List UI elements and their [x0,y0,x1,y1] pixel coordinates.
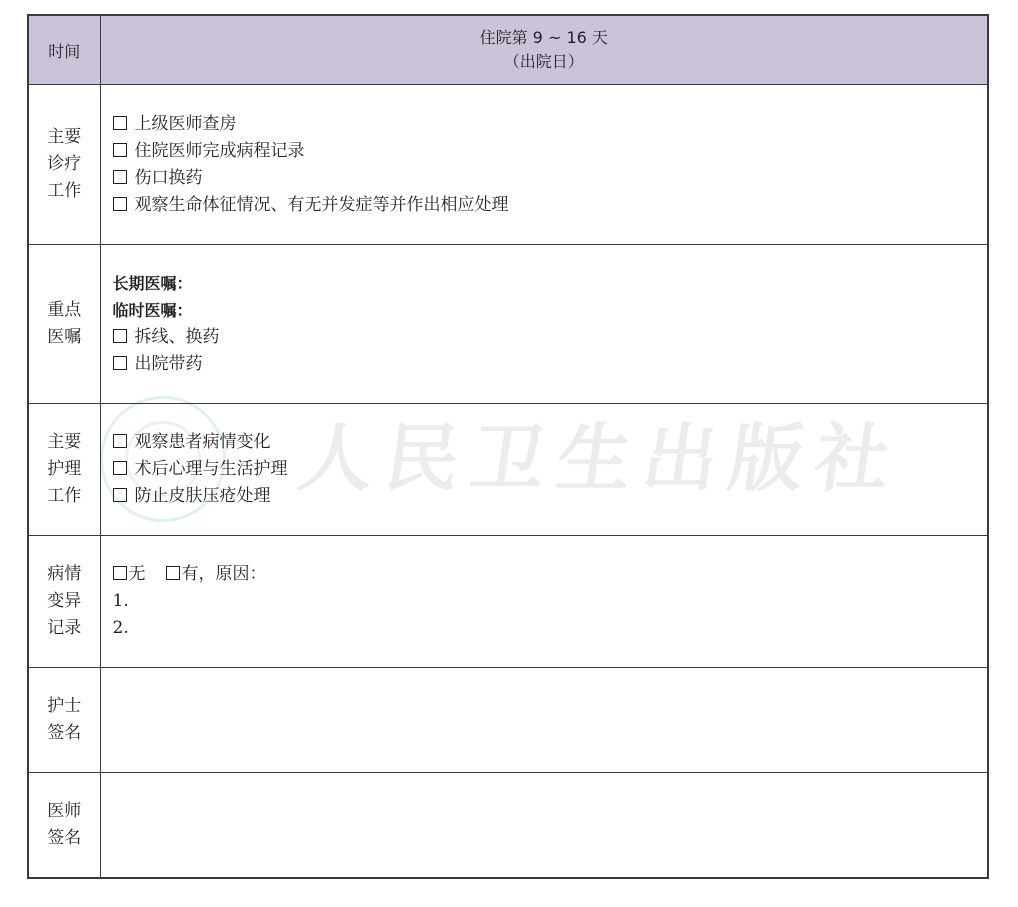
checklist-item-text: 术后心理与生活护理 [134,459,288,479]
checklist-item [113,483,988,510]
table-row-variance [28,536,988,668]
checklist-item-text: 观察生命体征情况、有无并发症等并作出相应处理 [134,194,509,215]
checkbox[interactable] [113,329,127,343]
row-label-line: 医嘱 [47,327,82,347]
row-label-line: 医师 [47,800,82,821]
clinical-pathway-table [27,14,989,879]
row-label-line: 诊疗 [47,154,82,174]
row-label-line: 护理 [47,459,82,479]
checkbox[interactable] [113,116,127,130]
row-label-line: 重点 [47,300,82,320]
checklist-item [113,429,988,456]
row-label-nurse-signature [28,668,100,773]
row-content-variance [100,536,988,668]
row-label-variance [28,536,100,668]
row-label-line: 主要 [47,432,82,452]
checklist-item-text: 拆线、换药 [134,327,220,347]
checklist-item [113,456,988,483]
table-row-orders [28,245,988,404]
variance-reason-line[interactable]: 1. [112,591,129,611]
checklist-item-text: 观察患者病情变化 [134,432,271,452]
checklist-item-text: 防止皮肤压疮处理 [134,486,271,506]
variance-reason-line[interactable]: 2. [112,618,129,638]
table-row-nursing [28,404,988,536]
checkbox[interactable] [113,461,127,475]
checklist-item-text: 伤口换药 [134,167,203,188]
row-label-line: 记录 [47,618,82,638]
row-label-line: 病情 [47,564,82,584]
checklist-item [113,165,988,192]
checklist-item [113,324,988,351]
checklist-item [113,351,988,378]
row-label-line: 签名 [47,827,82,848]
table-header-row [28,15,988,85]
option-none-label: 无 [128,564,146,584]
row-content-diagnosis [100,85,988,245]
table-row-nurse-signature [28,668,988,773]
row-label-line: 工作 [47,486,82,506]
checklist-item [113,111,988,138]
row-label-line: 护士 [47,696,82,716]
checkbox[interactable] [113,197,127,211]
row-content-orders [100,245,988,404]
checkbox[interactable] [113,143,127,157]
checkbox[interactable] [113,488,127,502]
checklist-item-text: 住院医师完成病程记录 [134,140,305,161]
row-label-diagnosis [28,85,100,245]
checkbox[interactable] [113,434,127,448]
table-row-diagnosis [28,85,988,245]
checkbox-none[interactable] [113,566,127,580]
row-label-line: 签名 [47,723,82,743]
checkbox[interactable] [113,356,127,370]
header-time-label: 时间 [28,15,100,85]
row-content-nursing [100,404,988,536]
row-label-line: 工作 [47,181,82,201]
checkbox-yes[interactable] [166,566,180,580]
publisher-watermark: 人民卫生出版社 [293,416,908,502]
checklist-item-text: 出院带药 [134,354,203,374]
checklist-item-text: 上级医师查房 [134,113,237,134]
header-day-title [100,15,988,85]
header-title-line2: （出院日） [503,52,584,71]
temporary-orders-heading: 临时医嘱： [112,301,193,320]
header-title-line1: 住院第 9 ~ 16 天 [479,28,608,47]
table-row-doctor-signature [28,773,988,878]
row-label-line: 主要 [47,127,82,147]
row-label-orders [28,245,100,404]
checklist-item [113,192,988,219]
long-term-orders-heading: 长期医嘱： [112,274,193,293]
doctor-signature-field[interactable] [100,773,988,878]
variance-options [113,561,988,588]
nurse-signature-field[interactable] [100,668,988,773]
row-label-doctor-signature [28,773,100,878]
row-label-line: 变异 [47,591,82,611]
checkbox[interactable] [113,170,127,184]
row-label-nursing [28,404,100,536]
option-yes-label: 有，原因： [181,564,267,584]
checklist-item [113,138,988,165]
